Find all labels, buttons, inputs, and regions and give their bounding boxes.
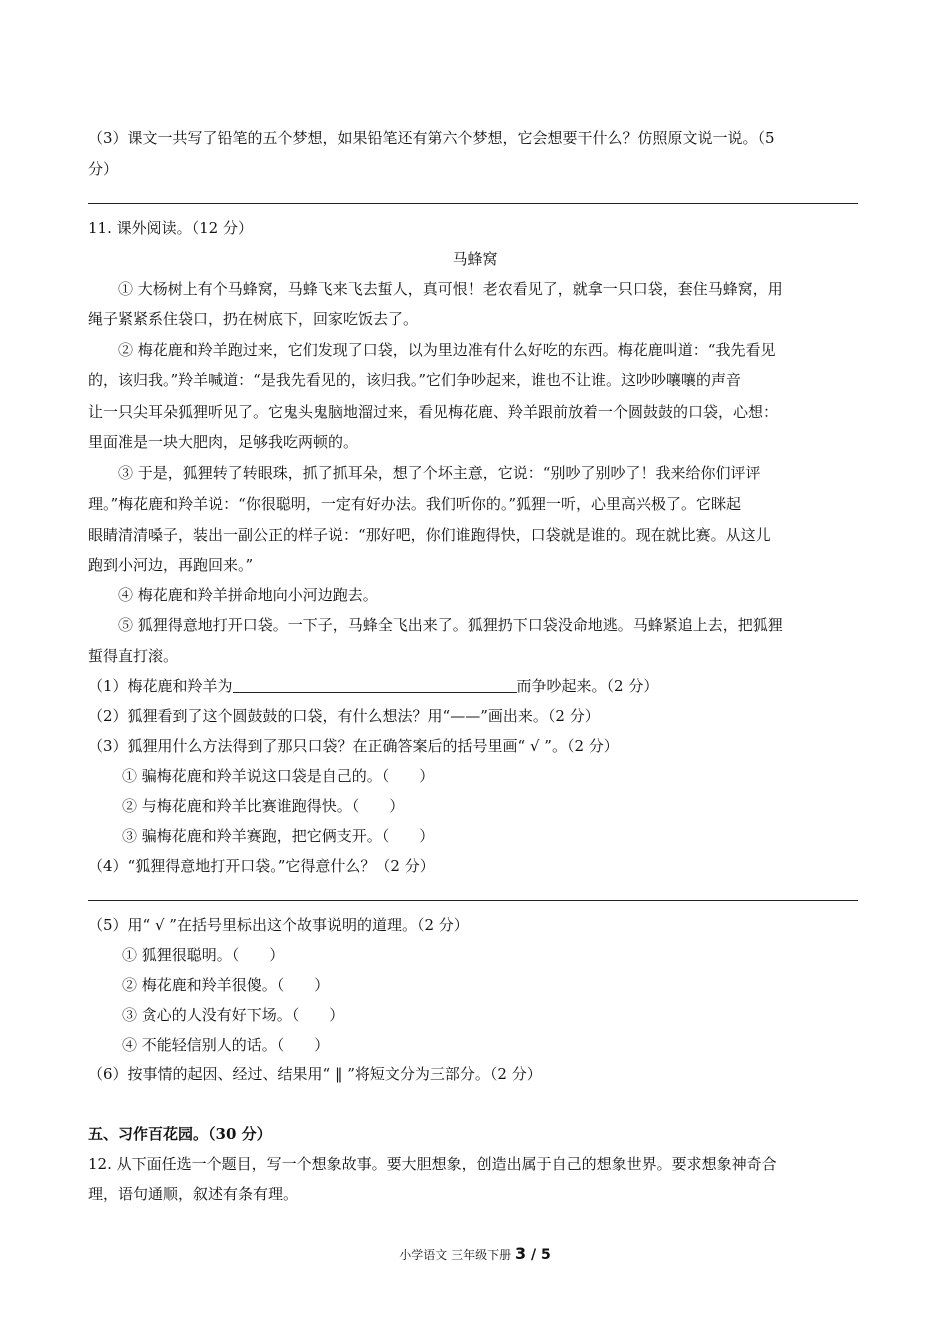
question-12-line-2: 理，语句通顺，叙述有条有理。	[88, 1185, 299, 1203]
answer-line-q10-3[interactable]	[88, 203, 858, 204]
sub-question-5-option-3[interactable]: ③ 贪心的人没有好下场。（ ）	[122, 1006, 345, 1024]
sub-question-5-option-2[interactable]: ② 梅花鹿和羚羊很傻。（ ）	[122, 976, 330, 994]
paragraph-2-line-4: 里面准是一块大肥肉，足够我吃两顿的。	[88, 433, 359, 451]
footer-label: 小学语文 三年级下册	[399, 1248, 512, 1262]
passage-title: 马蜂窝	[452, 250, 498, 268]
sub-question-5-option-1[interactable]: ① 狐狸很聪明。（ ）	[122, 946, 285, 964]
paragraph-2-line-3: 让一只尖耳朵狐狸听见了。它鬼头鬼脑地溜过来，看见梅花鹿、羚羊跟前放着一个圆鼓鼓的口袋，心想：	[88, 403, 779, 421]
answer-line-q11-4[interactable]	[88, 900, 858, 901]
paragraph-3-line-2: 理。”梅花鹿和羚羊说：“你很聪明，一定有好办法。我们听你的。”狐狸一听，心里高兴极了。它眯起	[88, 495, 742, 513]
paragraph-3-line-3: 眼睛清清嗓子，装出一副公正的样子说：“那好吧，你们谁跑得快，口袋就是谁的。现在就比赛。从这儿	[88, 526, 771, 544]
page-footer	[0, 1244, 950, 1265]
sub-question-3-option-1[interactable]: ① 骗梅花鹿和羚羊说这口袋是自己的。（ ）	[122, 767, 435, 785]
question-11-heading: 11. 课外阅读。（12 分）	[88, 219, 253, 237]
sub-question-1-after: 而争吵起来。（2 分）	[516, 677, 659, 695]
question-10-3-line-1: （3）课文一共写了铅笔的五个梦想，如果铅笔还有第六个梦想，它会想要干什么？仿照原文说一说。（5	[88, 129, 775, 147]
sub-question-3-option-3[interactable]: ③ 骗梅花鹿和羚羊赛跑，把它俩支开。（ ）	[122, 827, 435, 845]
sub-question-3: （3）狐狸用什么方法得到了那只口袋？在正确答案后的括号里画“ √ ”。（2 分）	[88, 737, 619, 755]
section-5-heading: 五、习作百花园。（30 分）	[88, 1125, 272, 1143]
paragraph-4: ④ 梅花鹿和羚羊拼命地向小河边跑去。	[118, 586, 378, 604]
page-total: 5	[540, 1247, 551, 1263]
sub-question-1	[88, 676, 863, 696]
paragraph-1-line-2: 绳子紧紧系住袋口，扔在树底下，回家吃饭去了。	[88, 310, 419, 328]
page-separator: /	[526, 1247, 541, 1263]
sub-question-5-option-4[interactable]: ④ 不能轻信别人的话。（ ）	[122, 1036, 330, 1054]
paragraph-1-line-1: ① 大杨树上有个马蜂窝，马蜂飞来飞去蜇人，真可恨！老农看见了，就拿一只口袋，套住马蜂窝，用	[118, 280, 783, 298]
sub-question-3-option-2[interactable]: ② 与梅花鹿和羚羊比赛谁跑得快。（ ）	[122, 797, 405, 815]
page-number: 3	[514, 1244, 527, 1263]
paragraph-2-line-2: 的，该归我。”羚羊喊道：“是我先看见的，该归我。”它们争吵起来，谁也不让谁。这吵吵嚷嚷的声音	[88, 371, 742, 389]
sub-question-4: （4）“狐狸得意地打开口袋。”它得意什么？（2 分）	[88, 857, 435, 875]
paragraph-5-line-2: 蜇得直打滚。	[88, 647, 179, 665]
sub-question-2: （2）狐狸看到了这个圆鼓鼓的口袋，有什么想法？用“——”画出来。（2 分）	[88, 707, 600, 725]
question-10-3-line-2: 分）	[88, 160, 119, 178]
fill-in-blank[interactable]	[233, 676, 517, 693]
paragraph-3-line-1: ③ 于是，狐狸转了转眼珠，抓了抓耳朵，想了个坏主意，它说：“别吵了别吵了！我来给你们评评	[118, 464, 761, 482]
sub-question-6: （6）按事情的起因、经过、结果用“ ‖ ”将短文分为三部分。（2 分）	[88, 1065, 542, 1083]
paragraph-2-line-1: ② 梅花鹿和羚羊跑过来，它们发现了口袋，以为里边准有什么好吃的东西。梅花鹿叫道：“我先看见	[118, 341, 776, 359]
question-12-line-1: 12. 从下面任选一个题目，写一个想象故事。要大胆想象，创造出属于自己的想象世界。要求想象神奇合	[88, 1155, 777, 1173]
paragraph-5-line-1: ⑤ 狐狸得意地打开口袋。一下子，马蜂全飞出来了。狐狸扔下口袋没命地逃。马蜂紧追上去，把狐狸	[118, 616, 783, 634]
paragraph-3-line-4: 跑到小河边，再跑回来。”	[88, 556, 254, 574]
sub-question-1-before: （1）梅花鹿和羚羊为	[88, 677, 233, 695]
sub-question-5: （5）用“ √ ”在括号里标出这个故事说明的道理。（2 分）	[88, 916, 469, 934]
